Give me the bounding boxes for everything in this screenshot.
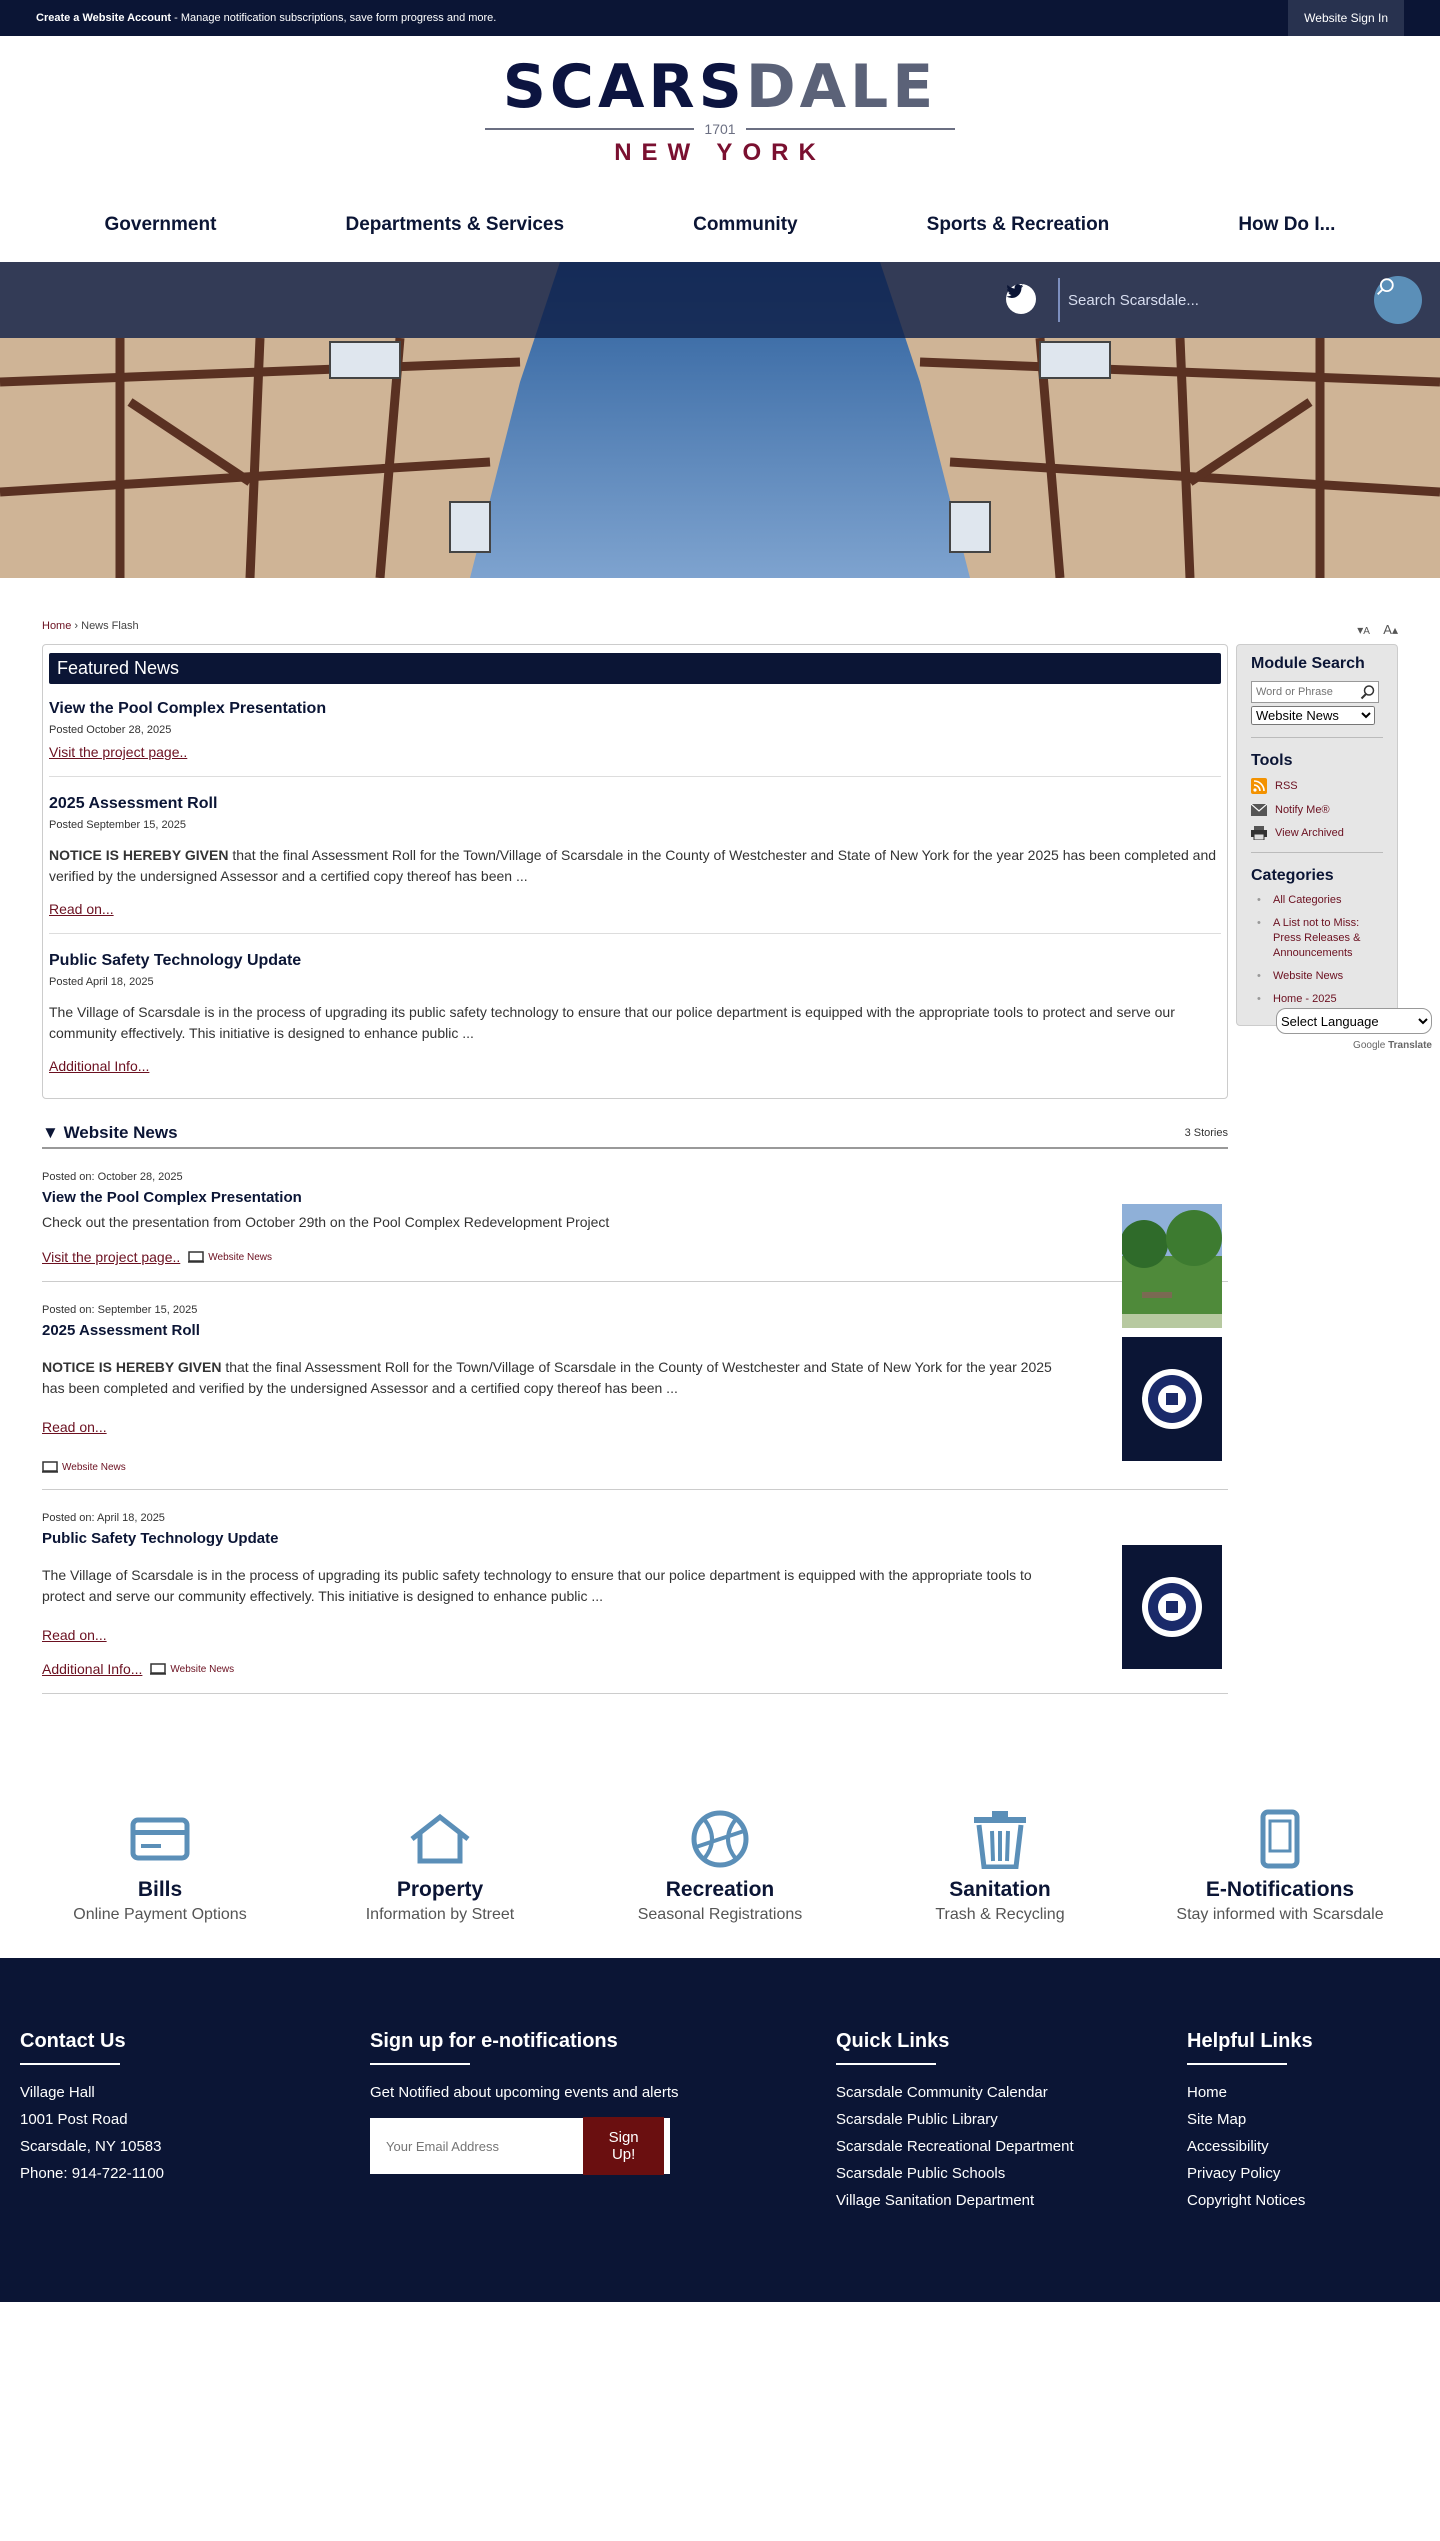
- logo-year: 1701: [704, 121, 736, 137]
- news-category-tag[interactable]: Website News: [150, 1663, 234, 1675]
- featured-item-date: Posted September 15, 2025: [49, 819, 186, 831]
- sidebar: [1236, 644, 1432, 1694]
- featured-item-title[interactable]: Public Safety Technology Update: [49, 952, 302, 969]
- village-seal-thumbnail[interactable]: [1122, 1337, 1222, 1461]
- rss-link[interactable]: RSS: [1251, 778, 1383, 794]
- featured-item-body: The Village of Scarsdale is in the process of upgrading its public safety technology to ensure that our police department is equipped with the appropriate tools to protect and serve our community effectively. This initiative is designed to enhance public ...: [49, 1004, 1175, 1041]
- footer: [0, 1958, 1440, 2302]
- site-logo[interactable]: [485, 52, 955, 167]
- contact-line: Phone: 914-722-1100: [20, 2165, 165, 2182]
- nav-how-do-i[interactable]: How Do I...: [1238, 214, 1336, 235]
- logo-text-2: DALE: [745, 52, 938, 122]
- view-archived-link[interactable]: View Archived: [1251, 826, 1383, 840]
- news-item-title[interactable]: 2025 Assessment Roll: [42, 1322, 200, 1339]
- featured-item-link[interactable]: Visit the project page..: [49, 744, 188, 760]
- card-icon: [130, 1817, 190, 1861]
- featured-item-body: NOTICE IS HEREBY GIVEN that the final Assessment Roll for the Town/Village of Scarsdale in the County of Westchester and State of New York for the year 2025 has been completed and verified by the undersigned Assessor and a certified copy thereof has been ...: [49, 847, 1217, 884]
- news-item: [42, 1149, 1228, 1282]
- village-seal-thumbnail[interactable]: [1122, 1545, 1222, 1669]
- mail-icon: [1251, 804, 1267, 816]
- service-sanitation[interactable]: Sanitation Trash & Recycling: [880, 1804, 1120, 1924]
- contact-line: 1001 Post Road: [20, 2111, 128, 2128]
- search-divider: [1058, 278, 1060, 322]
- service-recreation[interactable]: Recreation Seasonal Registrations: [600, 1804, 840, 1924]
- featured-item: [49, 787, 1221, 934]
- nav-departments[interactable]: Departments & Services: [345, 214, 565, 235]
- create-account-link[interactable]: Create a Website Account: [36, 12, 172, 24]
- service-property[interactable]: Property Information by Street: [320, 1804, 560, 1924]
- logo-state: NEW YORK: [614, 139, 826, 166]
- service-e-notifications[interactable]: E-Notifications Stay informed with Scarsdale: [1160, 1804, 1400, 1924]
- news-item-body: The Village of Scarsdale is in the process of upgrading its public safety technology to ensure that our police department is equipped with the appropriate tools to protect and serve our community effectively. This initiative is designed to enhance public ...: [42, 1567, 1032, 1604]
- printer-icon: [1251, 826, 1267, 840]
- helpful-link[interactable]: Copyright Notices: [1187, 2192, 1306, 2209]
- news-category-icon: [150, 1663, 166, 1675]
- news-item-date: Posted on: April 18, 2025: [42, 1512, 165, 1524]
- quick-link[interactable]: Scarsdale Public Library: [836, 2111, 998, 2128]
- search-icon[interactable]: [1360, 684, 1376, 700]
- news-item: [42, 1282, 1228, 1490]
- category-website-news[interactable]: • Website News: [1251, 969, 1383, 984]
- text-size-controls: [1357, 622, 1398, 637]
- rss-icon: [1251, 778, 1267, 794]
- featured-item-date: Posted October 28, 2025: [49, 724, 172, 736]
- powered-by-google: Google Translate: [1353, 1040, 1432, 1051]
- quick-link[interactable]: Village Sanitation Department: [836, 2192, 1035, 2209]
- quick-link[interactable]: Scarsdale Public Schools: [836, 2165, 1006, 2182]
- main-nav: [0, 188, 1440, 262]
- google-translate: [1276, 1008, 1432, 1051]
- news-item-secondary-link[interactable]: Additional Info...: [42, 1661, 143, 1677]
- hero-banner: [0, 262, 1440, 578]
- news-item: [42, 1490, 1228, 1694]
- search-button[interactable]: [1374, 276, 1422, 324]
- news-item-title[interactable]: View the Pool Complex Presentation: [42, 1189, 302, 1206]
- module-category-select[interactable]: [1251, 706, 1375, 725]
- tools-title: Tools: [1251, 752, 1293, 769]
- news-item-body: Check out the presentation from October 29th on the Pool Complex Redevelopment Project: [42, 1214, 610, 1230]
- account-message-text: - Manage notification subscriptions, save form progress and more.: [171, 12, 497, 24]
- website-news-toggle[interactable]: ▼ Website News: [42, 1123, 178, 1142]
- search-icon: [1374, 276, 1396, 298]
- logo-text-1: SCARS: [502, 52, 746, 122]
- news-item-title[interactable]: Public Safety Technology Update: [42, 1530, 279, 1547]
- footer-contact-title: Contact Us: [20, 2030, 126, 2052]
- quick-link[interactable]: Scarsdale Community Calendar: [836, 2084, 1048, 2101]
- breadcrumb: [42, 620, 1398, 644]
- helpful-link[interactable]: Privacy Policy: [1187, 2165, 1281, 2182]
- header: [0, 36, 1440, 188]
- website-news-header: [42, 1099, 1228, 1149]
- category-all[interactable]: • All Categories: [1251, 893, 1383, 908]
- footer-helpful-links: [1187, 2030, 1313, 2214]
- featured-news-title: Featured News: [49, 653, 1221, 684]
- footer-signup-title: Sign up for e-notifications: [370, 2030, 618, 2052]
- helpful-link[interactable]: Home: [1187, 2084, 1228, 2101]
- story-count: 3 Stories: [1184, 1127, 1228, 1139]
- house-icon: [408, 1813, 472, 1865]
- news-category-tag[interactable]: Website News: [188, 1251, 272, 1263]
- news-category-tag[interactable]: Website News: [42, 1461, 126, 1473]
- news-item-date: Posted on: October 28, 2025: [42, 1171, 183, 1183]
- featured-item-title[interactable]: 2025 Assessment Roll: [49, 795, 218, 812]
- ball-icon: [690, 1809, 750, 1869]
- quick-link[interactable]: Scarsdale Recreational Department: [836, 2138, 1074, 2155]
- breadcrumb-home[interactable]: Home: [42, 620, 72, 632]
- twitter-icon[interactable]: [1006, 284, 1036, 314]
- footer-quick-title: Quick Links: [836, 2030, 950, 2052]
- sidebar-box: [1236, 644, 1398, 1026]
- main-content: [0, 578, 1440, 1694]
- news-item-date: Posted on: September 15, 2025: [42, 1304, 198, 1316]
- quick-services: [0, 1694, 1440, 1958]
- phone-icon: [1260, 1809, 1300, 1869]
- service-bills[interactable]: Bills Online Payment Options: [40, 1804, 280, 1924]
- site-search-input[interactable]: [1068, 284, 1368, 316]
- featured-item-link[interactable]: Additional Info...: [49, 1058, 150, 1074]
- contact-line: Village Hall: [20, 2084, 95, 2101]
- nav-sports[interactable]: Sports & Recreation: [926, 214, 1110, 235]
- categories-list: [1251, 893, 1383, 1007]
- featured-item-date: Posted April 18, 2025: [49, 976, 154, 988]
- email-input[interactable]: [386, 2139, 583, 2154]
- breadcrumb-current: News Flash: [81, 620, 139, 632]
- module-search-title: Module Search: [1251, 655, 1365, 672]
- news-item-link[interactable]: Visit the project page..: [42, 1249, 181, 1265]
- news-item-link[interactable]: Read on...: [42, 1627, 107, 1643]
- category-home-2025[interactable]: • Home - 2025: [1251, 992, 1383, 1007]
- category-press[interactable]: • A List not to Miss: Press Releases & Announcements: [1251, 916, 1383, 961]
- footer-helpful-title: Helpful Links: [1187, 2030, 1313, 2052]
- news-category-icon: [42, 1461, 58, 1473]
- language-select[interactable]: [1276, 1008, 1432, 1034]
- footer-signup: [370, 2030, 679, 2174]
- news-item-link[interactable]: Read on...: [42, 1419, 107, 1435]
- categories-title: Categories: [1251, 867, 1334, 884]
- text-larger-button[interactable]: A▴: [1383, 622, 1398, 637]
- featured-item-link[interactable]: Read on...: [49, 901, 114, 917]
- account-message: [36, 12, 496, 24]
- trash-icon: [972, 1809, 1028, 1869]
- helpful-link[interactable]: Accessibility: [1187, 2138, 1269, 2155]
- news-item-body: NOTICE IS HEREBY GIVEN that the final Assessment Roll for the Town/Village of Scarsdale in the County of Westchester and State of New York for the year 2025 has been completed and verified by the undersigned Assessor and a certified copy thereof has been ...: [42, 1359, 1052, 1396]
- footer-contact: [20, 2030, 164, 2187]
- footer-quick-links: [836, 2030, 1074, 2214]
- breadcrumb-separator: ›: [71, 620, 82, 632]
- sign-up-button[interactable]: Sign Up!: [583, 2117, 664, 2175]
- sign-in-button[interactable]: Website Sign In: [1288, 0, 1404, 36]
- text-smaller-button[interactable]: ▾A: [1357, 623, 1370, 637]
- featured-item: [49, 684, 1221, 777]
- featured-item: [49, 944, 1221, 1090]
- featured-item-title[interactable]: View the Pool Complex Presentation: [49, 700, 327, 717]
- signup-text: Get Notified about upcoming events and alerts: [370, 2084, 679, 2101]
- featured-news: [42, 644, 1228, 1099]
- nav-government[interactable]: Government: [104, 214, 217, 235]
- notify-me-link[interactable]: Notify Me®: [1251, 804, 1383, 816]
- nav-community[interactable]: Community: [693, 214, 798, 235]
- news-category-icon: [188, 1251, 204, 1263]
- helpful-link[interactable]: Site Map: [1187, 2111, 1247, 2128]
- module-search-input[interactable]: [1252, 682, 1360, 702]
- contact-line: Scarsdale, NY 10583: [20, 2138, 162, 2155]
- top-bar: [0, 0, 1440, 36]
